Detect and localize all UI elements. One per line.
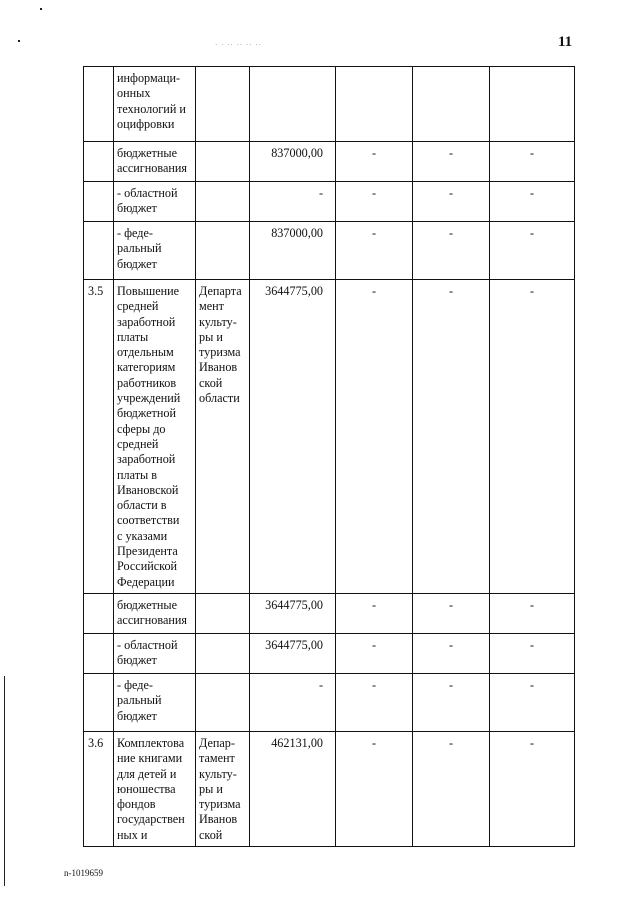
description-line: бюджетные [117, 597, 178, 612]
year-3-cell: - [490, 222, 575, 280]
description-line: онных [117, 86, 151, 101]
description-line: сферы до [117, 421, 166, 436]
scan-mark [18, 40, 20, 42]
department-cell [196, 182, 250, 222]
table-row [84, 222, 575, 280]
description-line: бюджетные [117, 146, 178, 160]
row-number-cell: 3.6 [84, 731, 114, 846]
year-3-cell: - [490, 182, 575, 222]
amount-cell: 3644775,00 [250, 280, 336, 594]
year-3-cell: - [490, 280, 575, 594]
department-cell [196, 222, 250, 280]
description-line: для детей и [117, 766, 177, 781]
description-line: Российской [117, 559, 178, 574]
description-line: средней [117, 299, 159, 314]
description-line: бюджет [117, 708, 157, 723]
description-cell [114, 593, 196, 633]
department-cell [196, 142, 250, 182]
table-row [84, 673, 575, 731]
description-line: области в [117, 498, 167, 513]
description-cell [114, 633, 196, 673]
year-2-cell: - [413, 182, 490, 222]
year-3-cell: - [490, 633, 575, 673]
amount-cell: 3644775,00 [250, 633, 336, 673]
description-cell [114, 673, 196, 731]
description-line: юношества [117, 781, 176, 796]
year-2-cell: - [413, 593, 490, 633]
department-line: области [199, 391, 240, 406]
description-line: учреждений [117, 391, 181, 406]
department-cell [196, 731, 250, 846]
description-line: Федерации [117, 574, 175, 589]
description-line: Президента [117, 544, 178, 559]
year-3-cell [490, 67, 575, 142]
table-row [84, 731, 575, 846]
row-number-cell [84, 67, 114, 142]
year-1-cell: - [336, 280, 413, 594]
year-3-cell: - [490, 673, 575, 731]
department-cell [196, 673, 250, 731]
row-number-cell [84, 142, 114, 182]
year-3-cell: - [490, 731, 575, 846]
table-row [84, 633, 575, 673]
department-line: тамент [199, 751, 235, 766]
header-scan-noise: · · ·· ·· ·· ·· [215, 41, 263, 49]
department-cell [196, 593, 250, 633]
description-line: Ивановской [117, 482, 179, 497]
row-number-cell [84, 222, 114, 280]
department-line: культу- [199, 314, 237, 329]
department-cell [196, 67, 250, 142]
scan-margin-line [4, 676, 5, 886]
department-line: культу- [199, 766, 237, 781]
description-line: отдельным [117, 345, 174, 360]
amount-cell: - [250, 673, 336, 731]
description-line: средней [117, 436, 159, 451]
description-line: с указами [117, 528, 168, 543]
description-cell [114, 280, 196, 594]
year-1-cell [336, 67, 413, 142]
description-line: бюджет [117, 256, 157, 271]
description-line: соответстви [117, 513, 180, 528]
row-number-cell [84, 633, 114, 673]
description-cell [114, 67, 196, 142]
description-cell [114, 182, 196, 222]
description-line: - областной [117, 186, 178, 200]
year-1-cell: - [336, 633, 413, 673]
department-line: ской [199, 827, 223, 842]
row-number-cell: 3.5 [84, 280, 114, 594]
department-line: туризма [199, 345, 241, 360]
table-row [84, 182, 575, 222]
table-row [84, 67, 575, 142]
description-line: информаци- [117, 71, 181, 85]
description-line: ных и [117, 827, 148, 842]
budget-table [83, 66, 575, 847]
document-code: n-1019659 [64, 868, 103, 878]
department-line: мент [199, 299, 224, 314]
department-line: Депар- [199, 735, 235, 750]
description-line: категориям [117, 360, 176, 375]
year-2-cell [413, 67, 490, 142]
year-1-cell: - [336, 593, 413, 633]
description-line: работников [117, 375, 177, 390]
description-line: бюджет [117, 201, 157, 216]
description-line: ральный [117, 241, 162, 256]
year-1-cell: - [336, 182, 413, 222]
description-line: заработной [117, 452, 176, 467]
description-line: - феде- [117, 226, 153, 240]
description-line: платы в [117, 467, 158, 482]
description-line: фондов [117, 797, 156, 812]
description-line: - феде- [117, 677, 153, 692]
year-2-cell: - [413, 731, 490, 846]
department-line: ской [199, 375, 223, 390]
description-line: ассигнования [117, 613, 188, 628]
department-cell [196, 633, 250, 673]
row-number-cell [84, 182, 114, 222]
department-line: ры и [199, 781, 223, 796]
description-cell [114, 142, 196, 182]
description-line: заработной [117, 314, 176, 329]
description-line: ассигнования [117, 161, 188, 176]
amount-cell: 837000,00 [250, 142, 336, 182]
description-line: бюджет [117, 653, 157, 668]
table-row [84, 142, 575, 182]
department-line: туризма [199, 797, 241, 812]
department-line: Иванов [199, 812, 238, 827]
row-number-cell [84, 673, 114, 731]
year-3-cell: - [490, 142, 575, 182]
description-line: бюджетной [117, 406, 177, 421]
description-cell [114, 731, 196, 846]
year-2-cell: - [413, 222, 490, 280]
amount-cell [250, 67, 336, 142]
description-line: Повышение [117, 284, 180, 298]
description-line: государствен [117, 812, 185, 827]
description-line: - областной [117, 637, 178, 652]
year-2-cell: - [413, 280, 490, 594]
description-line: технологий и [117, 101, 186, 116]
department-line: Иванов [199, 360, 238, 375]
page-number: 11 [558, 34, 573, 50]
year-2-cell: - [413, 142, 490, 182]
row-number-cell [84, 593, 114, 633]
department-line: Департа [199, 284, 242, 298]
amount-cell: - [250, 182, 336, 222]
year-2-cell: - [413, 673, 490, 731]
description-line: Комплектова [117, 735, 185, 750]
year-1-cell: - [336, 673, 413, 731]
description-line: ние книгами [117, 751, 183, 766]
year-3-cell: - [490, 593, 575, 633]
scan-mark [40, 8, 42, 10]
amount-cell: 462131,00 [250, 731, 336, 846]
description-line: платы [117, 329, 149, 344]
description-line: ральный [117, 693, 162, 708]
department-cell [196, 280, 250, 594]
year-2-cell: - [413, 633, 490, 673]
department-line: ры и [199, 329, 223, 344]
year-1-cell: - [336, 222, 413, 280]
description-line: оцифровки [117, 116, 175, 131]
year-1-cell: - [336, 142, 413, 182]
year-1-cell: - [336, 731, 413, 846]
table-row [84, 593, 575, 633]
table-row [84, 280, 575, 594]
amount-cell: 3644775,00 [250, 593, 336, 633]
amount-cell: 837000,00 [250, 222, 336, 280]
description-cell [114, 222, 196, 280]
